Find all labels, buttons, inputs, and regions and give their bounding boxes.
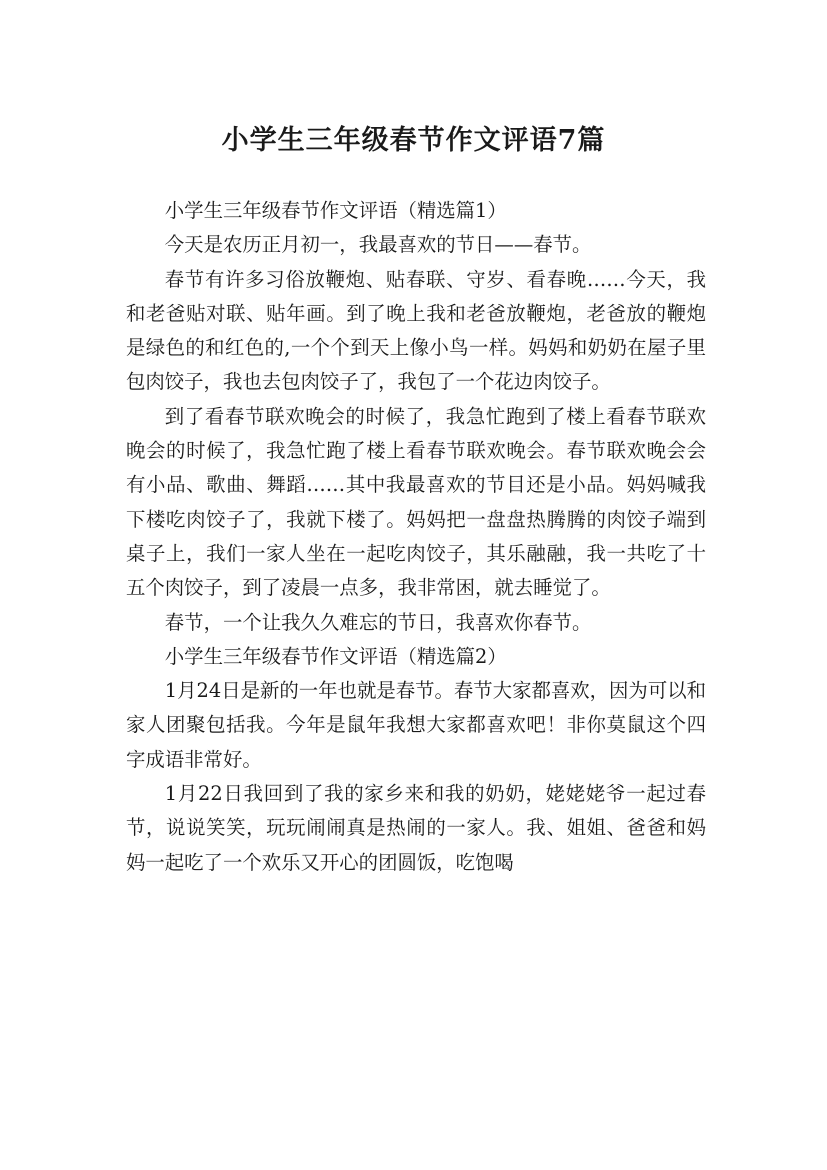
paragraph: 春节，一个让我久久难忘的节日，我喜欢你春节。	[164, 610, 592, 634]
paragraph: 1月24日是新的一年也就是春节。春节大家都喜欢，因为可以和家人团聚包括我。今年是鼠年我想大家都喜欢吧！非你莫鼠这个四字成语非常好。	[126, 679, 706, 771]
paragraph: 春节有许多习俗放鞭炮、贴春联、守岁、看春晚……今天，我和老爸贴对联、贴年画。到了晚上我和老爸放鞭炮，老爸放的鞭炮是绿色的和红色的,一个个到天上像小鸟一样。妈妈和奶奶在屋子里包肉饺子，我也去包肉饺子了，我包了一个花边肉饺子。	[126, 267, 706, 394]
document-body	[126, 194, 706, 880]
paragraph: 到了看春节联欢晚会的时候了，我急忙跑到了楼上看春节联欢晚会的时候了，我急忙跑了楼上看春节联欢晚会。春节联欢晚会会有小品、歌曲、舞蹈……其中我最喜欢的节目还是小品。妈妈喊我下楼吃肉饺子了，我就下楼了。妈妈把一盘盘热腾腾的肉饺子端到桌子上，我们一家人坐在一起吃肉饺子，其乐融融，我一共吃了十五个肉饺子，到了凌晨一点多，我非常困，就去睡觉了。	[126, 404, 706, 600]
paragraph: 1月22日我回到了我的家乡来和我的奶奶，姥姥姥爷一起过春节，说说笑笑，玩玩闹闹真是热闹的一家人。我、姐姐、爸爸和妈妈一起吃了一个欢乐又开心的团圆饭，吃饱喝	[126, 782, 706, 874]
paragraph: 今天是农历正月初一，我最喜欢的节日——春节。	[164, 233, 592, 257]
section-heading-2: 小学生三年级春节作文评语（精选篇2）	[164, 644, 507, 668]
document-title: 小学生三年级春节作文评语7篇	[221, 125, 606, 157]
section-heading-1: 小学生三年级春节作文评语（精选篇1）	[164, 199, 507, 222]
